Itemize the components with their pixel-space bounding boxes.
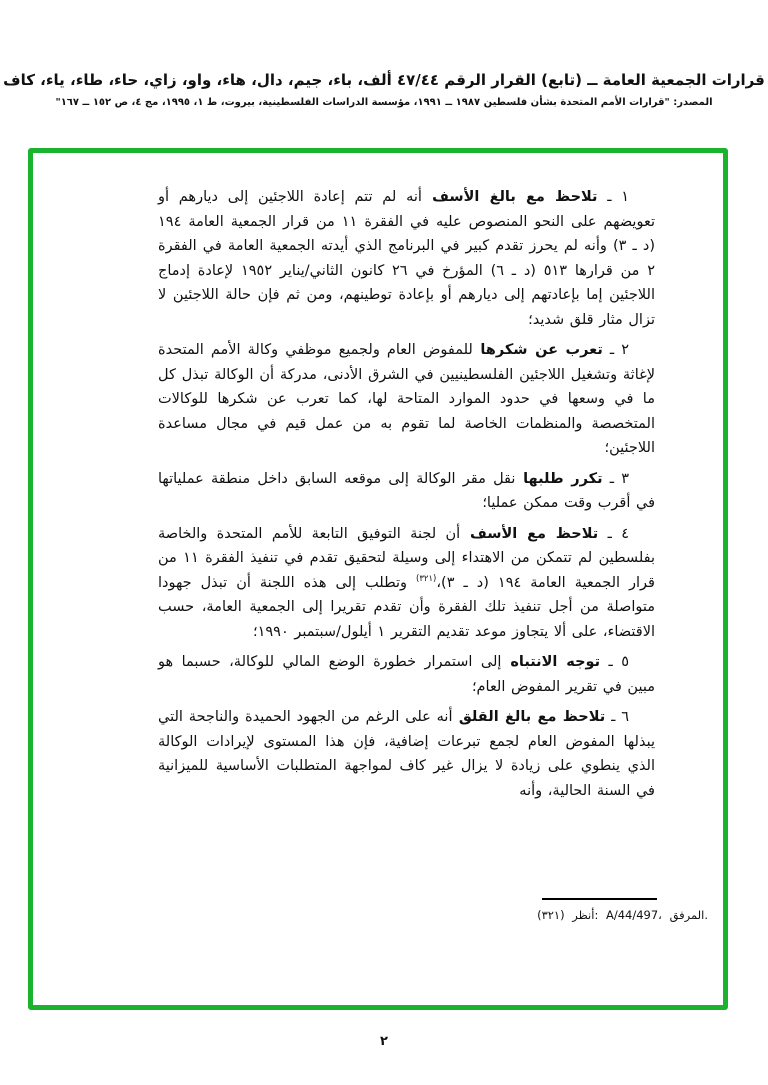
resolution-paragraph: ٢ ـ تعرب عن شكرها للمفوض العام ولجميع موظفي وكالة الأمم المتحدة لإغاثة وتشغيل اللاجئين الفلسطينيين في الشرق الأدنى، مدركة أن الوكالة تبذل كل ما في وسعها في حدود الموارد المتاحة لها، كما تعرب عن شكرها للوكالات المتخصصة والمنظمات الخاصة لما تقوم به من عمل قيم في مجال مساعدة اللاجئين؛	[158, 342, 655, 456]
resolution-paragraph: ٥ ـ توجه الانتباه إلى استمرار خطورة الوضع المالي للوكالة، حسبما هو مبين في تقرير المفوض العام؛	[158, 654, 655, 695]
paragraph-lead: تلاحظ مع بالغ الأسف	[421, 189, 598, 205]
paragraph-number: ٦ ـ	[605, 709, 629, 725]
resolution-paragraph: ٤ ـ تلاحظ مع الأسف أن لجنة التوفيق التابعة للأمم المتحدة والخاصة بفلسطين لم تتمكن من الاهتداء إلى وسيلة لتحقيق تقدم في تنفيذ الفقرة ١١ من قرار الجمعية العامة ١٩٤ (د ـ ٣)،$^{(٣٢١)}$ وتطلب إلى هذه اللجنة أن تبذل جهودا متواصلة من أجل تنفيذ تلك الفقرة وأن تقدم تقريرا إلى الجمعية العامة، حسب الاقتضاء، على ألا يتجاوز موعد تقديم التقرير ١ أيلول/سبتمبر ١٩٩٠؛	[158, 525, 655, 640]
footnote-reference: A/44/497،	[605, 908, 662, 922]
paragraph-lead: تكرر طلبها	[515, 470, 603, 487]
document-header	[0, 70, 768, 108]
paragraph-lead: تلاحظ مع الأسف	[460, 525, 599, 542]
resolution-paragraph: ٣ ـ تكرر طلبها نقل مقر الوكالة إلى موقعه السابق داخل منطقة عملياتها في أقرب وقت ممكن عمليا؛	[158, 470, 655, 511]
footnote-divider	[542, 898, 657, 900]
footnote-marker: (٣٢١)	[537, 908, 565, 922]
resolution-paragraph: ١ ـ تلاحظ مع بالغ الأسف أنه لم تتم إعادة اللاجئين إلى ديارهم أو تعويضهم على النحو المنصوص عليه في الفقرة ١١ من قرار الجمعية العامة ١٩٤ (د ـ ٣) وأنه لم يحرز تقدم كبير في البرنامج الذي أيدته الجمعية العامة في الفقرة ٢ من قرارها ٥١٣ (د ـ ٦) المؤرخ في ٢٦ كانون الثاني/يناير ١٩٥٢ لإعادة إدماج اللاجئين إما بإعادتهم إلى ديارهم أو بإعادة توطينهم، ومن ثم فإن حالة اللاجئين لا تزال مثار قلق شديد؛	[158, 189, 655, 328]
page-number: ٢	[380, 1034, 388, 1049]
paragraph-number: ٤ ـ	[598, 525, 630, 542]
resolution-paragraphs	[158, 185, 655, 809]
header-title-line: قرارات الجمعية العامة ــ (تابع) القرار الرقم ٤٧/٤٤ ألف، باء، جيم، دال، هاء، واو، زاي، حاء، طاء، ياء، كاف	[3, 71, 765, 89]
resolution-paragraph: ٦ ـ تلاحظ مع بالغ القلق أنه على الرغم من الجهود الحميدة والناجحة التي يبذلها المفوض العام لجمع تبرعات إضافية، فإن هذا المستوى لإيرادات الوكالة الذي ينطوي على زيادة لا يزال غير كاف لمواجهة المتطلبات الأساسية للميزانية في السنة الحالية، وأنه	[158, 709, 655, 799]
header-source-line: المصدر: "قرارات الأمم المتحدة بشأن فلسطين ١٩٨٧ ــ ١٩٩١، مؤسسة الدراسات الفلسطينية، بيروت، ط ١، ١٩٩٥، مج ٤، ص ١٥٢ ــ ١٦٧"	[55, 97, 713, 108]
paragraph-number: ٥ ـ	[600, 654, 630, 670]
paragraph-number: ٢ ـ	[602, 342, 630, 358]
footnote	[535, 906, 710, 924]
paragraph-number: ٣ ـ	[602, 470, 630, 487]
footnote-ref-superscript: (٣٢١)	[416, 573, 437, 584]
footnote-suffix: المرفق.	[669, 908, 708, 922]
paragraph-lead: توجه الانتباه	[501, 654, 601, 670]
paragraph-lead: تلاحظ مع بالغ القلق	[452, 709, 606, 725]
paragraph-lead: تعرب عن شكرها	[472, 342, 603, 358]
page-border-frame	[28, 148, 728, 1010]
footnote-label: أنظر:	[572, 908, 599, 922]
paragraph-number: ١ ـ	[597, 189, 630, 205]
